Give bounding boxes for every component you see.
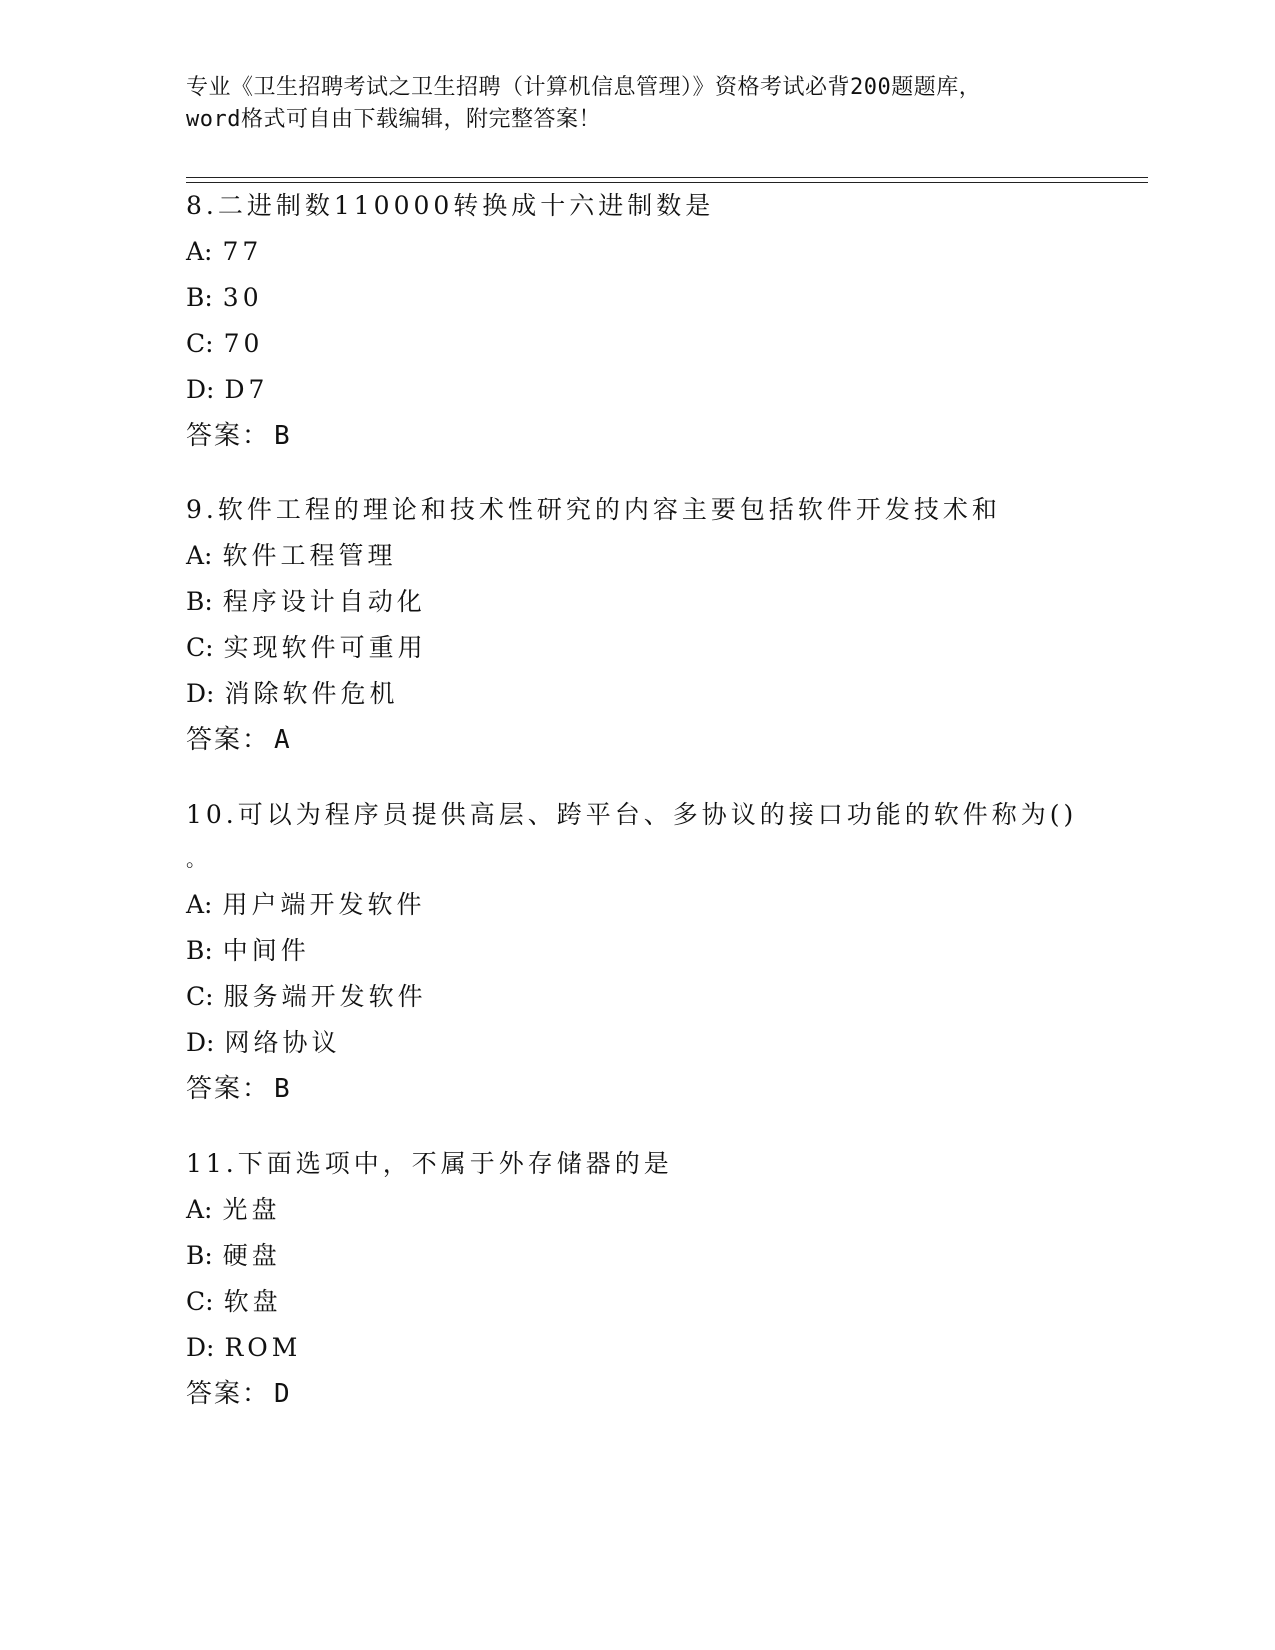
option-c <box>186 1285 1166 1319</box>
option-letter: B: <box>186 936 213 965</box>
option-text: 光盘 <box>222 1195 281 1224</box>
question-number: 10. <box>186 800 238 829</box>
option-letter: C: <box>186 982 214 1011</box>
question-text: 可以为程序员提供高层、跨平台、多协议的接口功能的软件称为() <box>237 800 1078 829</box>
question-10 <box>186 798 1166 1106</box>
document-header <box>186 72 1166 136</box>
option-a <box>186 235 1166 269</box>
option-d <box>186 677 1166 711</box>
option-text: 77 <box>222 237 263 266</box>
option-text: 程序设计自动化 <box>222 587 426 616</box>
question-stem <box>186 189 1166 223</box>
header-line-2: word格式可自由下载编辑，附完整答案！ <box>186 107 601 132</box>
option-c <box>186 980 1166 1014</box>
option-text: D7 <box>224 375 269 404</box>
option-b <box>186 585 1166 619</box>
answer-line <box>186 419 1166 453</box>
answer-label: 答案： <box>186 1074 271 1104</box>
option-letter: C: <box>186 633 214 662</box>
option-text: 30 <box>222 283 263 312</box>
option-text: 软件工程管理 <box>222 541 397 570</box>
option-d <box>186 373 1166 407</box>
answer-line <box>186 1072 1166 1106</box>
question-number: 8. <box>186 191 218 220</box>
option-letter: B: <box>186 283 213 312</box>
answer-value: B <box>274 1074 290 1104</box>
answer-line <box>186 723 1166 757</box>
option-letter: A: <box>186 541 213 570</box>
question-8 <box>186 189 1166 453</box>
question-number: 9. <box>186 495 218 524</box>
answer-label: 答案： <box>186 1379 271 1409</box>
answer-value: B <box>274 421 290 451</box>
header-divider-bottom <box>186 182 1148 183</box>
option-letter: A: <box>186 237 213 266</box>
question-text: 下面选项中，不属于外存储器的是 <box>237 1149 673 1178</box>
option-c <box>186 327 1166 361</box>
option-text: 用户端开发软件 <box>222 890 426 919</box>
question-stem <box>186 798 1166 832</box>
answer-label: 答案： <box>186 421 271 451</box>
option-letter: D: <box>186 1028 215 1057</box>
option-a <box>186 539 1166 573</box>
question-text: 二进制数110000转换成十六进制数是 <box>217 191 715 220</box>
question-stem <box>186 1147 1166 1181</box>
option-text: 中间件 <box>222 936 310 965</box>
question-stem <box>186 493 1166 527</box>
option-letter: A: <box>186 890 213 919</box>
answer-value: A <box>274 725 290 755</box>
question-text: 软件工程的理论和技术性研究的内容主要包括软件开发技术和 <box>217 495 1001 524</box>
option-letter: C: <box>186 329 214 358</box>
option-b <box>186 1239 1166 1273</box>
option-text: 软盘 <box>223 1287 282 1316</box>
option-text: 硬盘 <box>222 1241 281 1270</box>
option-text: 消除软件危机 <box>224 679 399 708</box>
option-text: 实现软件可重用 <box>223 633 427 662</box>
option-letter: D: <box>186 679 215 708</box>
question-9 <box>186 493 1166 757</box>
option-b <box>186 934 1166 968</box>
option-letter: D: <box>186 375 215 404</box>
option-c <box>186 631 1166 665</box>
header-line-1: 专业《卫生招聘考试之卫生招聘（计算机信息管理）》资格考试必背200题题库， <box>186 75 982 100</box>
header-divider-top <box>186 177 1148 178</box>
option-a <box>186 888 1166 922</box>
question-number: 11. <box>186 1149 238 1178</box>
option-text: 网络协议 <box>224 1028 341 1057</box>
question-stem-continuation: 。 <box>186 847 206 871</box>
answer-label: 答案： <box>186 725 271 755</box>
option-letter: C: <box>186 1287 214 1316</box>
option-text: 服务端开发软件 <box>223 982 427 1011</box>
option-a <box>186 1193 1166 1227</box>
option-d <box>186 1026 1166 1060</box>
answer-value: D <box>274 1379 290 1409</box>
option-text: ROM <box>224 1333 302 1362</box>
option-b <box>186 281 1166 315</box>
option-letter: B: <box>186 587 213 616</box>
option-letter: A: <box>186 1195 213 1224</box>
option-letter: B: <box>186 1241 213 1270</box>
question-11 <box>186 1147 1166 1411</box>
option-text: 70 <box>223 329 264 358</box>
answer-line <box>186 1377 1166 1411</box>
option-letter: D: <box>186 1333 215 1362</box>
option-d <box>186 1331 1166 1365</box>
